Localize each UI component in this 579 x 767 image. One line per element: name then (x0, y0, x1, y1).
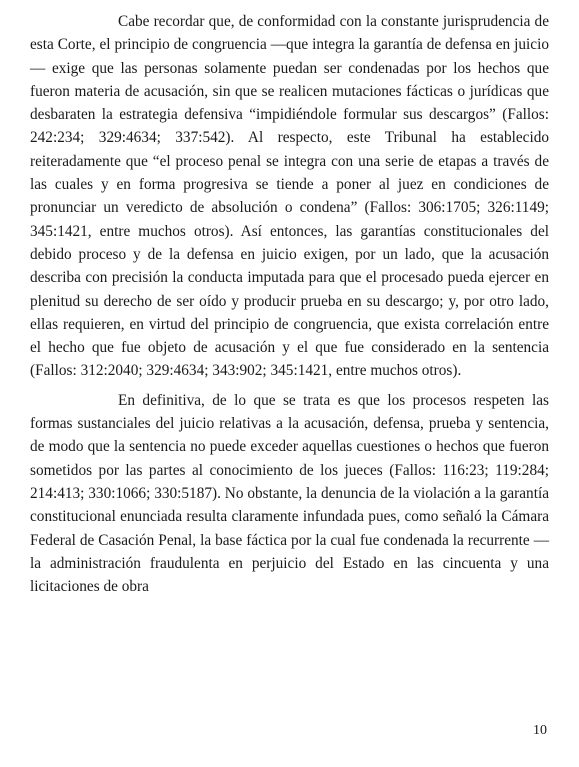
paragraph-2: En definitiva, de lo que se trata es que los procesos respeten las formas sustanciales del juicio relativas a la acusación, defensa, prueba y sentencia, de modo que la sentencia no puede exceder aquellas cuestiones o hechos que fueron sometidos por las partes al conocimiento de los jueces (Fallos: 116:23; 119:284; 214:413; 330:1066; 330:5187). No obstante, la denuncia de la violación a la garantía constitucional enunciada resulta claramente infundada pues, como señaló la Cámara Federal de Casación Penal, la base fáctica por la cual fue condenada la recurrente —la administración fraudulenta en perjuicio del Estado en las cincuenta y una licitaciones de obra (30, 391, 549, 596)
body-text (30, 10, 549, 598)
paragraph-1: Cabe recordar que, de conformidad con la constante jurisprudencia de esta Corte, el principio de congruencia —que integra la garantía de defensa en juicio— exige que las personas solamente puedan ser condenadas por los hechos que fueron materia de acusación, sin que se realicen mutaciones fácticas o jurídicas que desbaraten la estrategia defensiva “impidiéndole formular sus descargos” (Fallos: 242:234; 329:4634; 337:542). Al respecto, este Tribunal ha establecido reiteradamente que “el proceso penal se integra con una serie de etapas a través de las cuales y en forma progresiva se tiende a poner al juez en condiciones de pronunciar un veredicto de absolución o condena” (Fallos: 306:1705; 326:1149; 345:1421, entre muchos otros). Así entonces, las garantías constitucionales del debido proceso y de la defensa en juicio exigen, por un lado, que la acusación describa con precisión la conducta imputada para que el procesado pueda ejercer en plenitud su derecho de ser oído y producir prueba en su descargo; y, por otro lado, ellas requieren, en virtud del principio de congruencia, que exista correlación entre el hecho que fue objeto de acusación y el que fue considerado en la sentencia (Fallos: 312:2040; 329:4634; 343:902; 345:1421, entre muchos otros). (30, 13, 549, 380)
page-number: 10 (533, 723, 547, 738)
